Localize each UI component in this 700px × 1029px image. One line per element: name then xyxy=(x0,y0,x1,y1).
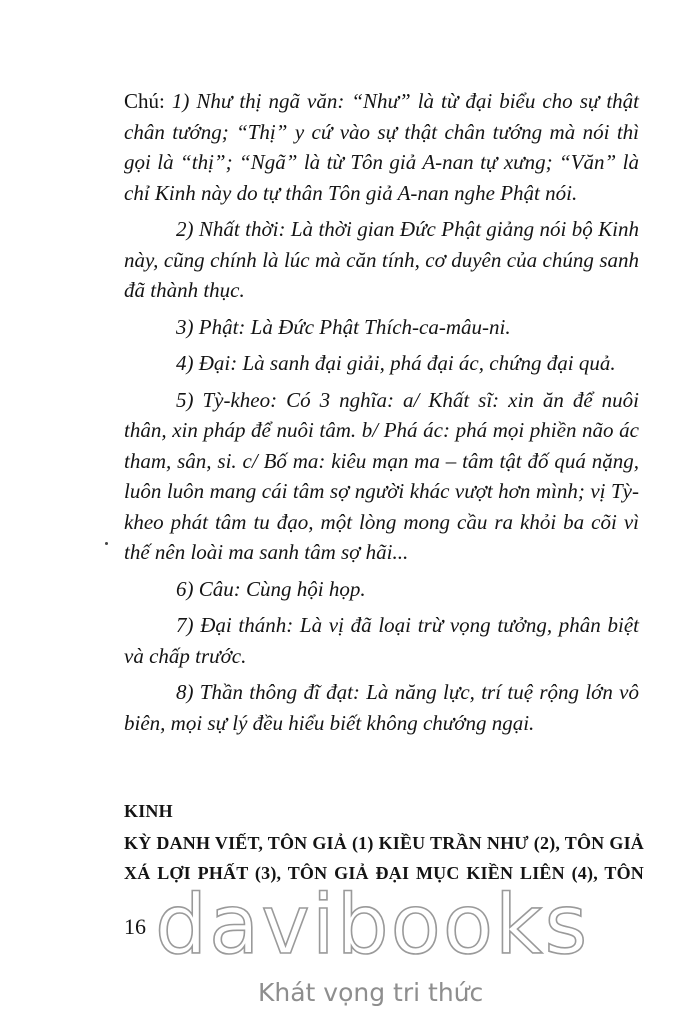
note-2: 2) Nhất thời: Là thời gian Đức Phật giảng nói bộ Kinh này, cũng chính là lúc mà căn tính, cơ duyên của chúng sanh đã thành thục. xyxy=(124,217,639,302)
notes-intro-label: Chú: xyxy=(124,89,172,113)
note-5: 5) Tỳ-kheo: Có 3 nghĩa: a/ Khất sĩ: xin ăn để nuôi thân, xin pháp để nuôi tâm. b/ Phá ác: phá mọi phiền não ác tham, sân, si. c/ Bố ma: kiêu mạn ma – tâm tật đố quá nặng, luôn luôn mang cái tâm sợ người khác vượt hơn mình; vị Tỳ-kheo phát tâm tu đạo, một lòng mong cầu ra khỏi ba cõi vì thế nên loài ma sanh tâm sợ hãi... xyxy=(124,387,639,564)
note-1 xyxy=(124,86,639,208)
note-4: 4) Đại: Là sanh đại giải, phá đại ác, chứng đại quả. xyxy=(176,351,616,375)
notes-section xyxy=(124,86,639,744)
sutra-heading: KINH xyxy=(124,801,173,821)
note-1-text: 1) Như thị ngã văn: “Như” là từ đại biểu cho sự thật chân tướng; “Thị” y cứ vào sự thật chân tướng mà nói thì gọi là “thị”; “Ngã” là từ Tôn giả A-nan tự xưng; “Văn” là chỉ Kinh này do tự thân Tôn giả A-nan nghe Phật nói. xyxy=(124,89,640,205)
sutra-section xyxy=(124,796,644,888)
print-speck xyxy=(105,542,108,545)
note-3: 3) Phật: Là Đức Phật Thích-ca-mâu-ni. xyxy=(176,314,511,339)
page-number: 16 xyxy=(124,914,146,939)
note-7: 7) Đại thánh: Là vị đã loại trừ vọng tưởng, phân biệt và chấp trước. xyxy=(124,613,639,668)
sutra-line-1: KỲ DANH VIẾT, TÔN GIẢ (1) KIỀU TRẦN NHƯ (2), TÔN GIẢ xyxy=(124,833,644,853)
watermark-logo: davibooks xyxy=(155,878,590,973)
note-8: 8) Thần thông đĩ đạt: Là năng lực, trí tuệ rộng lớn vô biên, mọi sự lý đều hiểu biết không chướng ngại. xyxy=(124,680,639,735)
note-6: 6) Câu: Cùng hội họp. xyxy=(176,576,366,601)
watermark-tagline: Khát vọng tri thức xyxy=(258,978,484,1007)
sutra-line-2: XÁ LỢI PHẤT (3), TÔN GIẢ ĐẠI MỤC KIỀN LIÊN (4), TÔN xyxy=(124,863,644,883)
